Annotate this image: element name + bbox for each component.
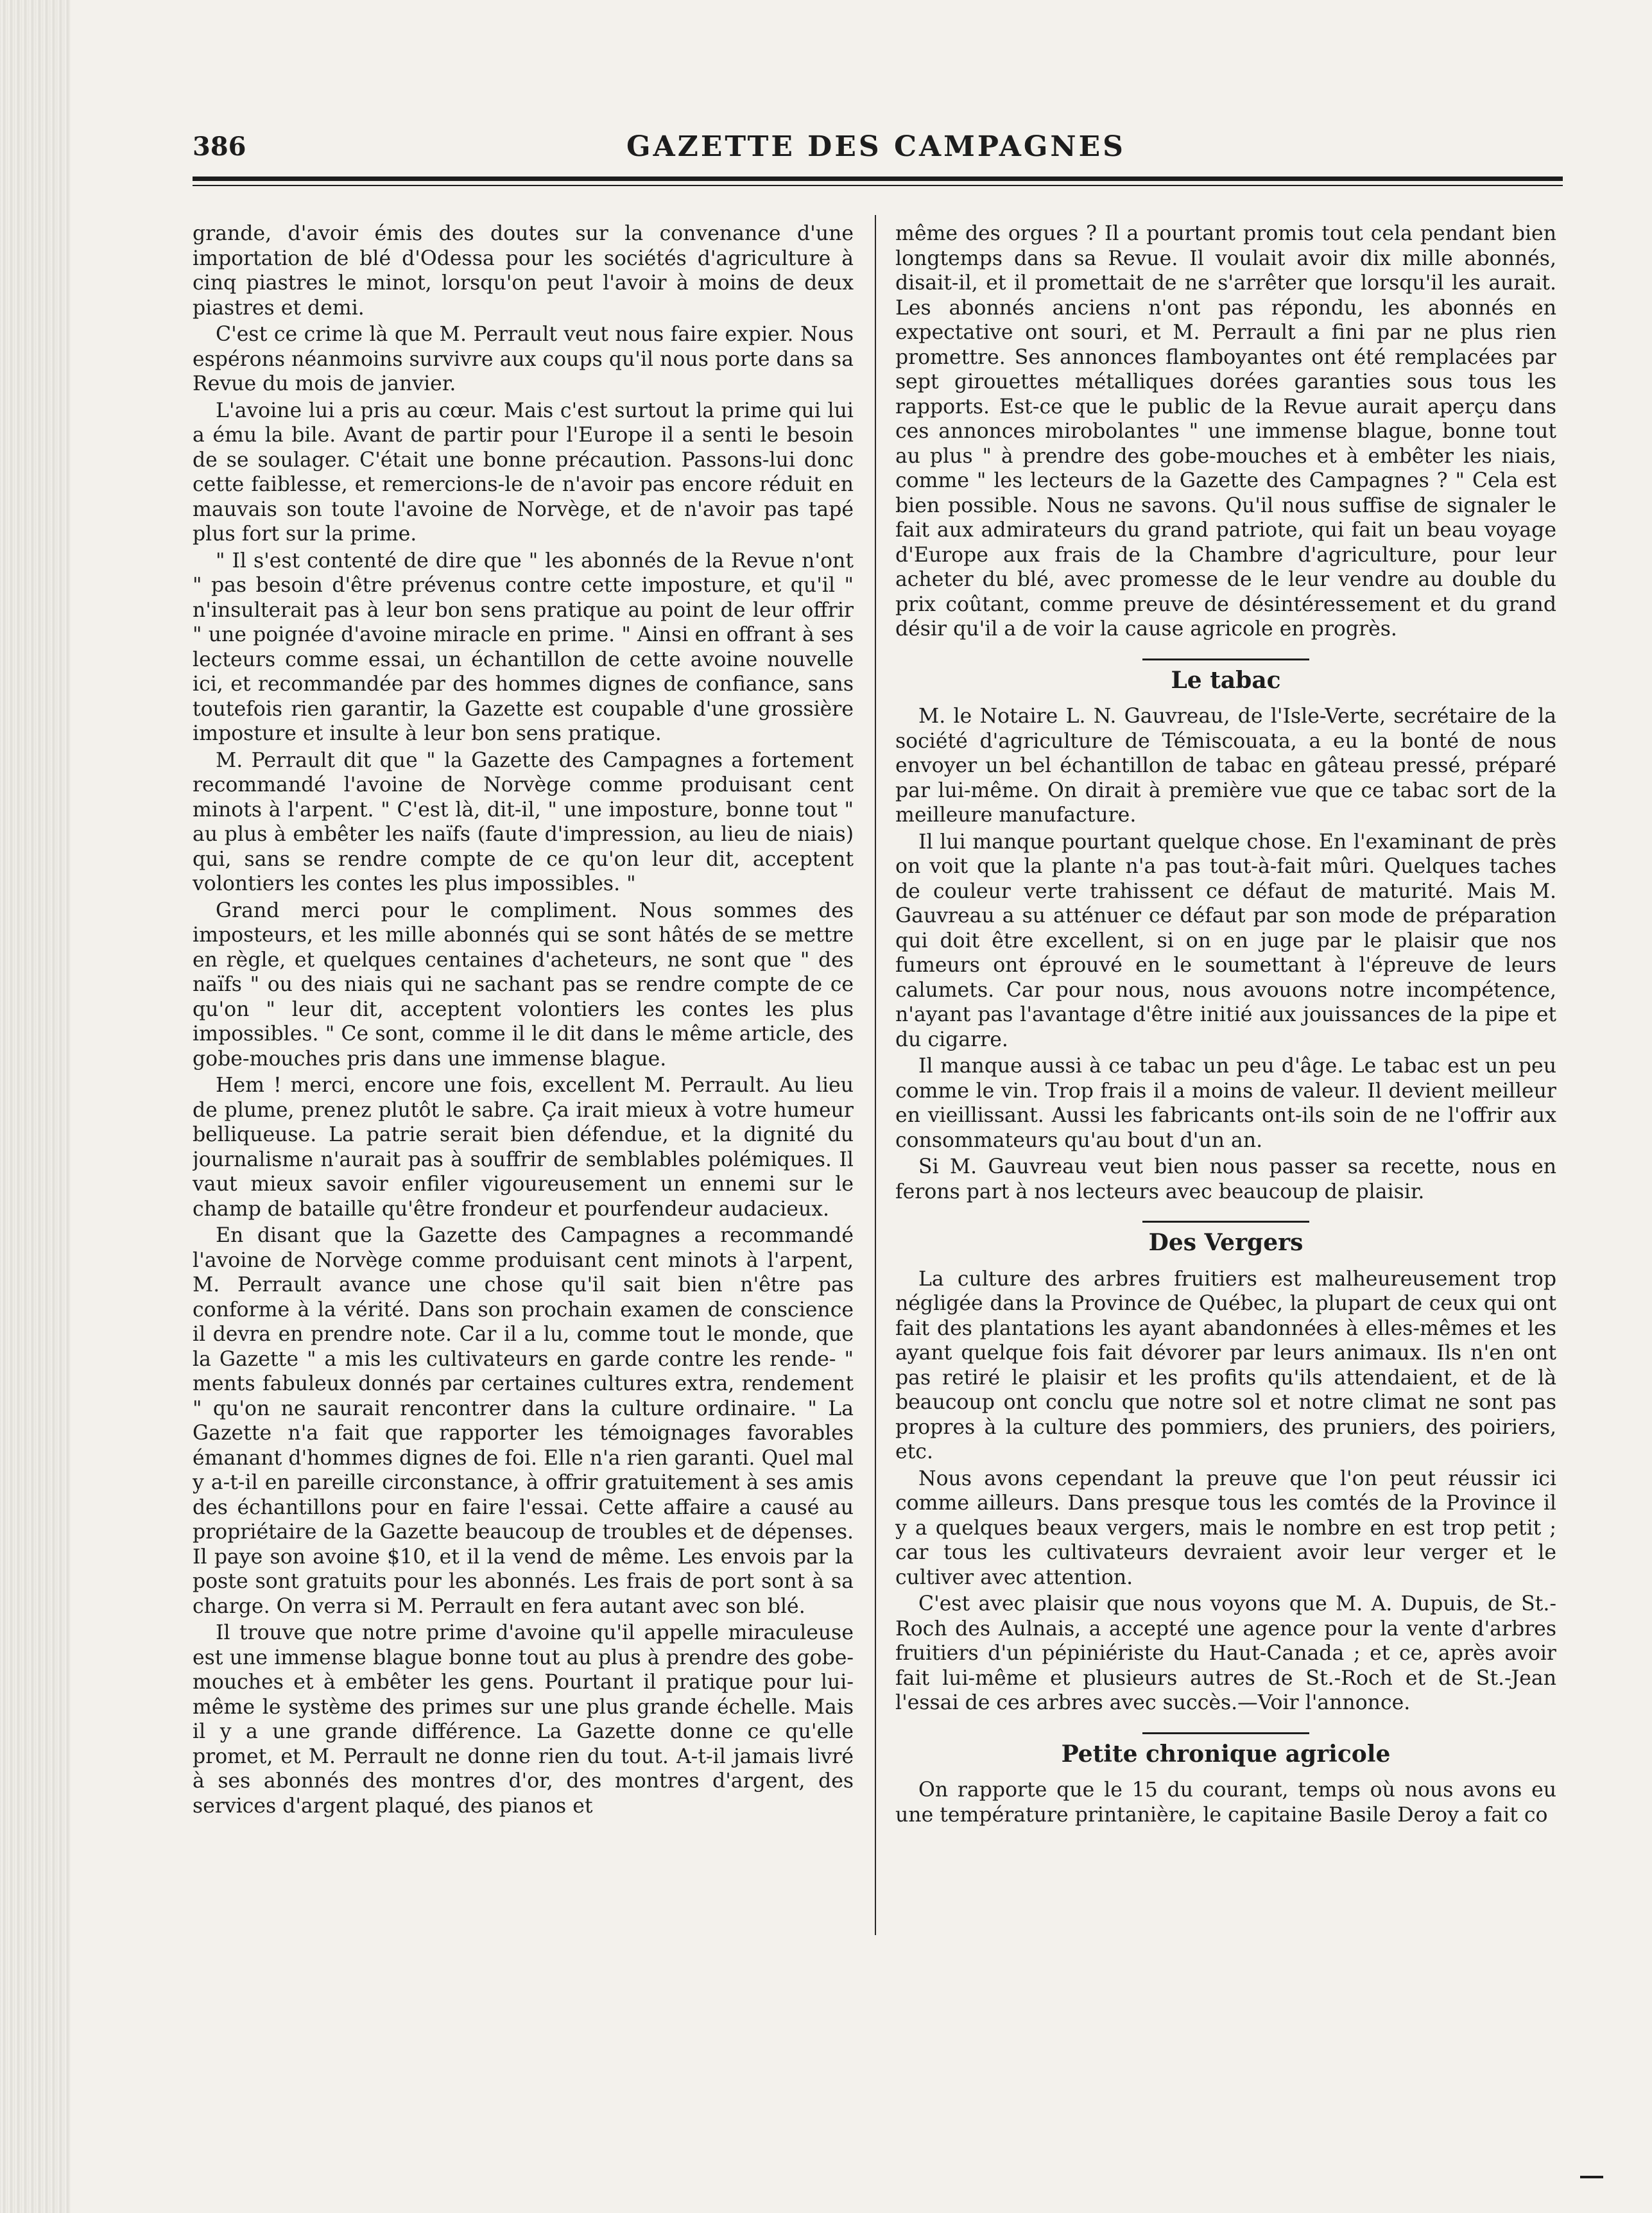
paragraph: Il lui manque pourtant quelque chose. En l'examinant de près on voit que la plante n'a pas tout-à-fait mûri. Quelques taches de couleur verte trahissent ce défaut de maturité. Mais M. Gauvreau a su atténuer ce défaut par son mode de préparation qui doit être excellent, si on en juge par le plaisir que nos fumeurs ont éprouvé en le soumettant à l'épreuve de leurs calumets. Car pour nous, nous avouons notre incompétence, n'ayant pas l'avantage d'être initié aux jouissances de la pipe et du cigarre. — [895, 830, 1556, 1051]
section-rule — [1142, 1732, 1309, 1734]
paragraph: même des orgues ? Il a pourtant promis tout cela pendant bien longtemps dans sa Revue. Il voulait avoir dix mille abonnés, disait-il, et il promettait de ne s'arrêter que lorsqu'il les aurait. Les abonnés anciens n'ont pas répondu, les abonnés en expectative ont souri, et M. Perrault a fini par ne plus rien promettre. Ses annonces flamboyantes ont été remplacées par sept girouettes métalliques dorées garanties sous tous les rapports. Est-ce que le public de la Revue aurait aperçu dans ces annonces mirobolantes " une immense blague, bonne tout au plus " à prendre des gobe-mouches et à embêter les niais, comme " les lecteurs de la Gazette des Campagnes ? " Cela est bien possible. Nous ne savons. Qu'il nous suffise de signaler le fait aux admirateurs du grand patriote, qui fait un beau voyage d'Europe aux frais de la Chambre d'agriculture, pour leur acheter du blé, avec promesse de le leur vendre au double du prix coûtant, comme preuve de désintéressement et du grand désir qu'il a de voir la cause agricole en progrès. — [895, 222, 1556, 641]
page-number: 386 — [193, 132, 246, 162]
section-title: Le tabac — [1171, 666, 1281, 694]
paragraph: L'avoine lui a pris au cœur. Mais c'est surtout la prime qui lui a ému la bile. Avant de partir pour l'Europe il a senti le besoin de se soulager. C'était une bonne précaution. Passons-lui donc cette faiblesse, et remercions-le de n'avoir pas encore réduit en mauvais son toute l'avoine de Norvège, et de n'avoir pas tapé plus fort sur la prime. — [193, 399, 854, 546]
page-header — [193, 132, 1560, 170]
section-title: Des Vergers — [1148, 1229, 1304, 1256]
section-rule — [1142, 1221, 1309, 1223]
paragraph: En disant que la Gazette des Campagnes a recommandé l'avoine de Norvège comme produisant cent minots à l'arpent, M. Perrault avance une chose qu'il sait bien n'être pas conforme à la vérité. Dans son prochain examen de conscience il devra en prendre note. Car il a lu, comme tout le monde, que la Gazette " a mis les cultivateurs en garde contre les rende- " ments fabuleux donnés par certaines cultures extra, rendement " qu'on ne saurait rencontrer dans la culture ordinaire. " La Gazette n'a fait que rapporter les témoignages favorables émanant d'hommes dignes de foi. Elle n'a rien garanti. Quel mal y a-t-il en pareille circonstance, à offrir gratuitement à ses amis des échantillons pour en faire l'essai. Cette affaire a causé au propriétaire de la Gazette beaucoup de troubles et de dépenses. Il paye son avoine $10, et il la vend de même. Les envois par la poste sont gratuits pour les abonnés. Les frais de port sont à sa charge. On verra si M. Perrault en fera autant avec son blé. — [193, 1224, 854, 1618]
header-rule-thin — [193, 185, 1563, 186]
paragraph: Il trouve que notre prime d'avoine qu'il appelle miraculeuse est une immense blague bonne tout au plus à prendre des gobe-mouches et à embêter les gens. Pourtant il pratique pour lui-même le système des primes sur une plus grande échelle. Mais il y a une grande différence. La Gazette donne ce qu'elle promet, et M. Perrault ne donne rien du tout. A-t-il jamais livré à ses abonnés des montres d'or, des montres d'argent, des services d'argent plaqué, des pianos et — [193, 1621, 854, 1818]
paragraph: Il manque aussi à ce tabac un peu d'âge. Le tabac est un peu comme le vin. Trop frais il a moins de valeur. Il devient meilleur en vieillissant. Aussi les fabricants ont-ils soin de ne l'offrir aux consommateurs qu'au bout d'un an. — [895, 1055, 1556, 1152]
page-corner-mark — [1580, 2176, 1603, 2178]
paragraph: C'est ce crime là que M. Perrault veut nous faire expier. Nous espérons néanmoins survivre aux coups qu'il nous porte dans sa Revue du mois de janvier. — [193, 323, 854, 395]
section-heading-vergers — [895, 1221, 1556, 1255]
paragraph: C'est avec plaisir que nous voyons que M. A. Dupuis, de St.-Roch des Aulnais, a accepté une agence pour la vente d'arbres fruitiers d'un pépiniériste du Haut-Canada ; et ce, après avoir fait lui-même et plusieurs autres de St.-Roch et de St.-Jean l'essai de ces arbres avec succès.—Voir l'annonce. — [895, 1592, 1556, 1714]
paragraph: M. le Notaire L. N. Gauvreau, de l'Isle-Verte, secrétaire de la société d'agriculture de Témiscouata, a eu la bonté de nous envoyer un bel échantillon de tabac en gâteau pressé, préparé par lui-même. On dirait à première vue que ce tabac sort de la meilleure manufacture. — [895, 705, 1556, 827]
section-title: Petite chronique agricole — [1061, 1740, 1391, 1768]
section-rule — [1142, 659, 1309, 660]
paragraph: grande, d'avoir émis des doutes sur la convenance d'une importation de blé d'Odessa pour les sociétés d'agriculture à cinq piastres le minot, lorsqu'on peut l'avoir à moins de deux piastres et demi. — [193, 222, 854, 320]
paragraph: On rapporte que le 15 du courant, temps où nous avons eu une température printanière, le capitaine Basile Deroy a fait co — [895, 1778, 1556, 1827]
paragraph: Nous avons cependant la preuve que l'on peut réussir ici comme ailleurs. Dans presque tous les comtés de la Province il y a quelques beaux vergers, mais le nombre en est trop petit ; car tous les cultivateurs devraient avoir leur verger et le cultiver avec attention. — [895, 1467, 1556, 1589]
page-binding-edge — [0, 0, 71, 2213]
header-rule-thick — [193, 177, 1563, 181]
paragraph: Si M. Gauvreau veut bien nous passer sa recette, nous en ferons part à nos lecteurs avec beaucoup de plaisir. — [895, 1155, 1556, 1203]
left-column — [193, 221, 854, 1929]
column-divider — [875, 215, 876, 1935]
paragraph: " Il s'est contenté de dire que " les abonnés de la Revue n'ont " pas besoin d'être prévenus contre cette imposture, et qu'il " n'insulterait pas à leur bon sens pratique au point de leur offrir " une poignée d'avoine miracle en prime. " Ainsi en offrant à ses lecteurs comme essai, un échantillon de cette avoine nouvelle ici, et recommandée par des hommes dignes de confiance, sans toutefois rien garantir, la Gazette est coupable d'une grossière imposture et insulte à leur bon sens pratique. — [193, 549, 854, 745]
paragraph: Hem ! merci, encore une fois, excellent M. Perrault. Au lieu de plume, prenez plutôt le sabre. Ça irait mieux à votre humeur belliqueuse. La patrie serait bien défendue, et la dignité du journalisme n'aurait pas à souffrir de semblables polémiques. Il vaut mieux savoir enfiler vigoureusement un ennemi sur le champ de bataille qu'être frondeur et pourfendeur audacieux. — [193, 1074, 854, 1221]
right-column — [895, 221, 1556, 1929]
paragraph: M. Perrault dit que " la Gazette des Campagnes a fortement recommandé l'avoine de Norvège comme produisant cent minots à l'arpent. " C'est là, dit-il, " une imposture, bonne tout " au plus à embêter les naïfs (faute d'impression, au lieu de niais) qui, sans se rendre compte de ce qu'on leur dit, acceptent volontiers les contes les plus impossibles. " — [193, 748, 854, 895]
paragraph: Grand merci pour le compliment. Nous sommes des imposteurs, et les mille abonnés qui se sont hâtés de se mettre en règle, et quelques centaines d'acheteurs, ne sont que " des naïfs " ou des niais qui ne sachant pas se rendre compte de ce qu'on " leur dit, acceptent volontiers les contes les plus impossibles. " Ce sont, comme il le dit dans le même article, des gobe-mouches pris dans une immense blague. — [193, 899, 854, 1071]
newspaper-title: GAZETTE DES CAMPAGNES — [626, 130, 1126, 163]
paragraph: La culture des arbres fruitiers est malheureusement trop négligée dans la Province de Québec, la plupart de ceux qui ont fait des plantations les ayant abandonnées à elles-mêmes et les ayant quelque fois fait dévorer par leurs animaux. Ils n'en ont pas retiré le plaisir et les profits qu'ils attendaient, et de là beaucoup ont conclu que notre sol et notre climat ne sont pas propres à la culture des pommiers, des pruniers, des poiriers, etc. — [895, 1267, 1556, 1463]
section-heading-chronique — [895, 1732, 1556, 1767]
section-heading-tabac — [895, 659, 1556, 693]
